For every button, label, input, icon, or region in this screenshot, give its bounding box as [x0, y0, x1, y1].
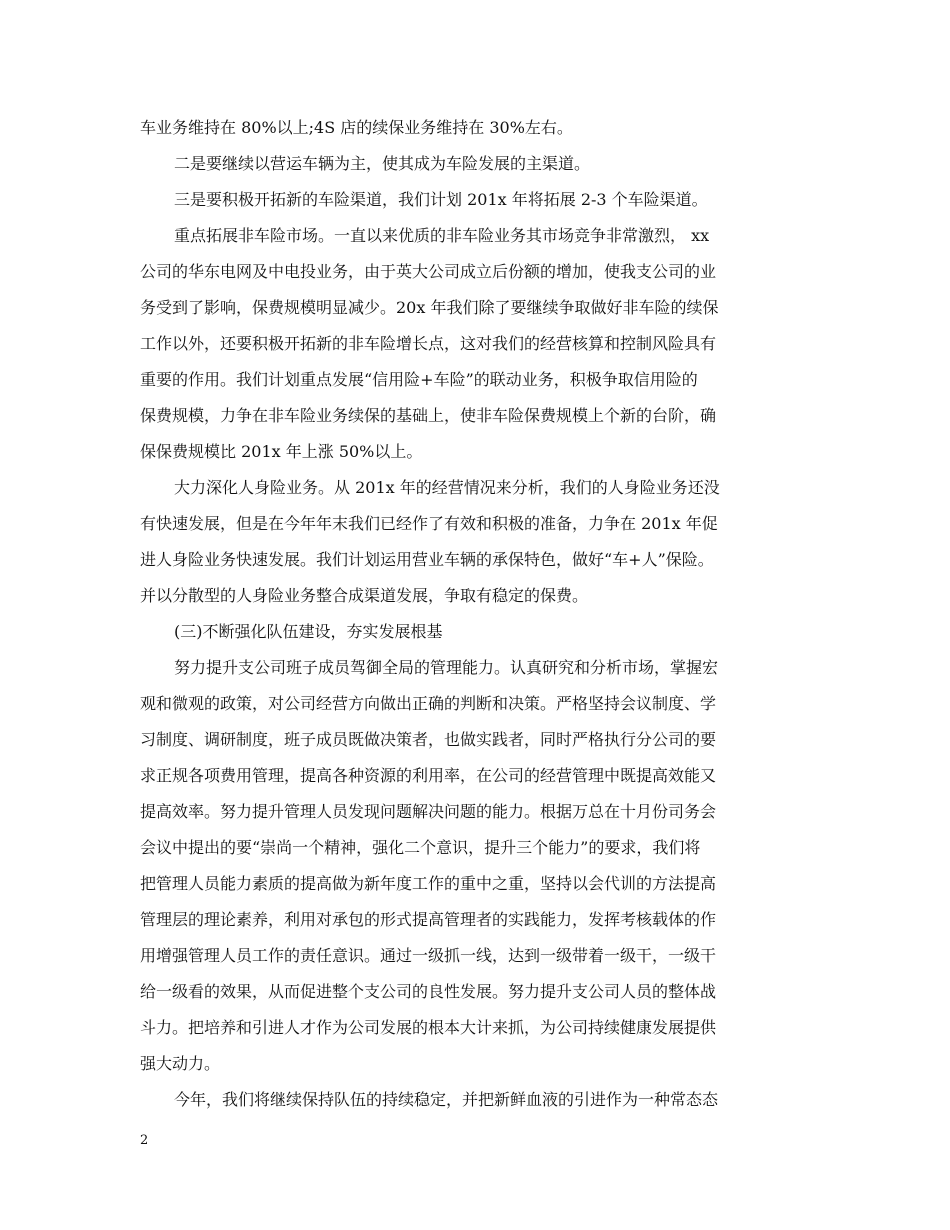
text-line: 重要的作用。我们计划重点发展“信用险+车险”的联动业务，积极争取信用险的 — [140, 370, 698, 389]
text-line: 提高效率。努力提升管理人员发现问题解决问题的能力。根据万总在十月份司务会 — [140, 802, 717, 821]
text-line: 并以分散型的人身险业务整合成渠道发展，争取有稳定的保费。 — [140, 586, 589, 605]
text-line: 进人身险业务快速发展。我们计划运用营业车辆的承保特色，做好“车+人”保险。 — [140, 550, 714, 569]
page-number: 2 — [140, 1133, 149, 1148]
text-line: 公司的华东电网及中电投业务，由于英大公司成立后份额的增加，使我支公司的业 — [140, 262, 717, 281]
text-line: 求正规各项费用管理，提高各种资源的利用率，在公司的经营管理中既提高效能又 — [140, 766, 717, 785]
text-line: 用增强管理人员工作的责任意识。通过一级抓一线，达到一级带着一级干，一级干 — [140, 946, 717, 965]
body-text — [140, 110, 812, 1118]
text-line: 把管理人员能力素质的提高做为新年度工作的重中之重，坚持以会代训的方法提高 — [140, 874, 717, 893]
text-line: 给一级看的效果，从而促进整个支公司的良性发展。努力提升支公司人员的整体战 — [140, 982, 717, 1001]
text-line: 习制度、调研制度，班子成员既做决策者，也做实践者，同时严格执行分公司的要 — [140, 730, 717, 749]
text-line: 工作以外，还要积极开拓新的非车险增长点，这对我们的经营核算和控制风险具有 — [140, 334, 717, 353]
text-line: 管理层的理论素养，利用对承包的形式提高管理者的实践能力，发挥考核载体的作 — [140, 910, 717, 929]
text-line: 车业务维持在 80%以上;4S 店的续保业务维持在 30%左右。 — [140, 118, 573, 137]
text-line: 努力提升支公司班子成员驾御全局的管理能力。认真研究和分析市场，掌握宏 — [174, 658, 719, 677]
text-line: 二是要继续以营运车辆为主，使其成为车险发展的主渠道。 — [174, 154, 591, 173]
text-line: 强大动力。 — [140, 1054, 221, 1073]
text-line: 保保费规模比 201x 年上涨 50%以上。 — [140, 442, 423, 461]
text-line: 观和微观的政策，对公司经营方向做出正确的判断和决策。严格坚持会议制度、学 — [140, 694, 717, 713]
text-line: (三)不断强化队伍建设，夯实发展根基 — [174, 622, 443, 641]
text-line: 斗力。把培养和引进人才作为公司发展的根本大计来抓，为公司持续健康发展提供 — [140, 1018, 717, 1037]
text-line: 三是要积极开拓新的车险渠道，我们计划 201x 年将拓展 2-3 个车险渠道。 — [174, 190, 708, 209]
text-line: 今年，我们将继续保持队伍的持续稳定，并把新鲜血液的引进作为一种常态态 — [174, 1090, 719, 1109]
text-line: 会议中提出的要“崇尚一个精神，强化二个意识，提升三个能力”的要求，我们将 — [140, 838, 701, 857]
text-line: 有快速发展，但是在今年年末我们已经作了有效和积极的准备，力争在 201x 年促 — [140, 514, 718, 533]
text-line: 务受到了影响，保费规模明显减少。20x 年我们除了要继续争取做好非车险的续保 — [140, 298, 719, 317]
text-line: 重点拓展非车险市场。一直以来优质的非车险业务其市场竞争非常激烈， xx — [174, 226, 710, 245]
text-line: 大力深化人身险业务。从 201x 年的经营情况来分析，我们的人身险业务还没 — [174, 478, 720, 497]
text-line: 保费规模，力争在非车险业务续保的基础上，使非车险保费规模上个新的台阶，确 — [140, 406, 717, 425]
